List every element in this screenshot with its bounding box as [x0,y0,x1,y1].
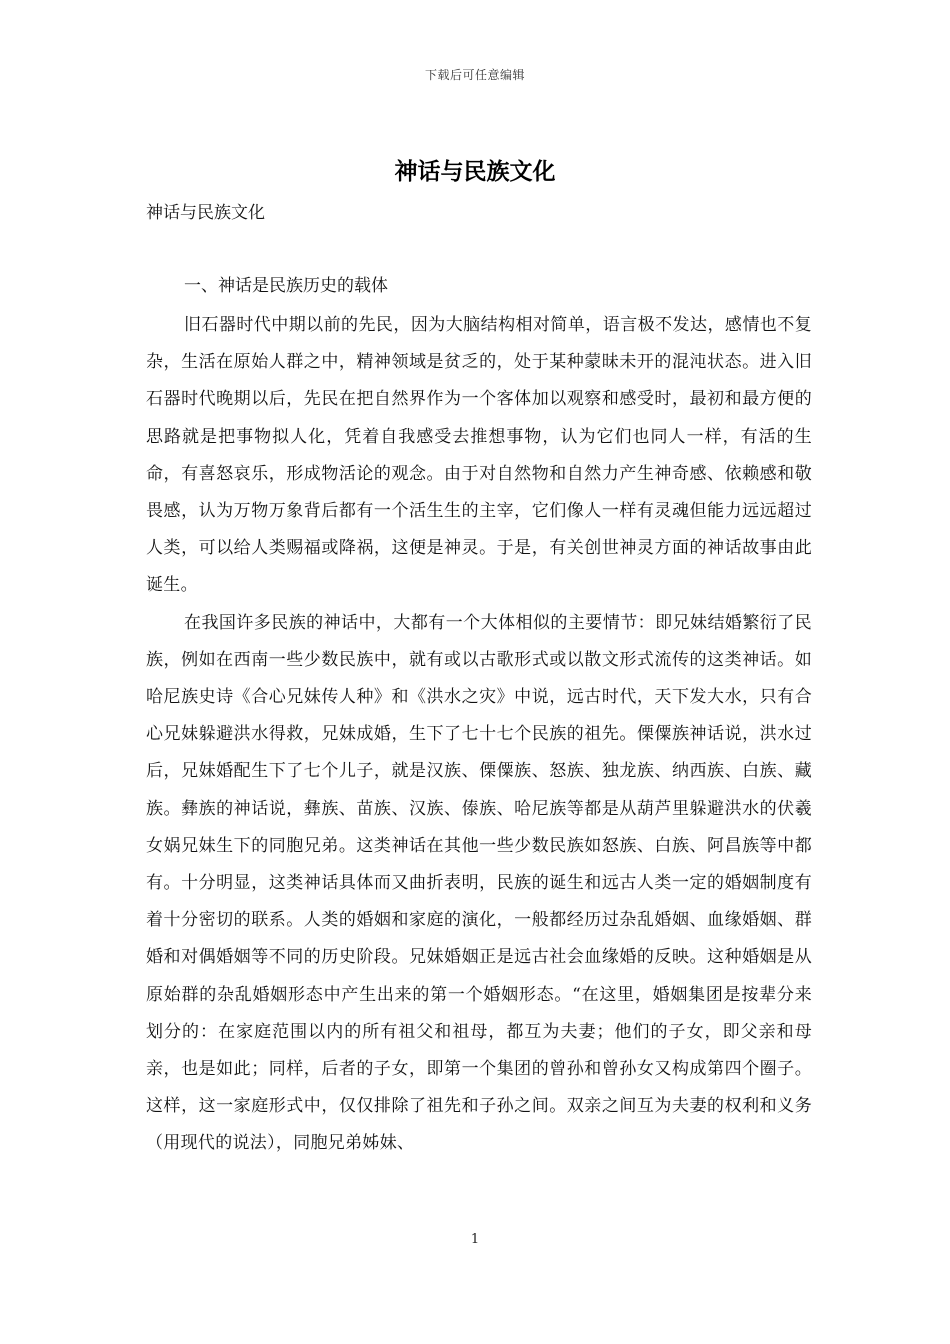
paragraph: 在我国许多民族的神话中，大都有一个大体相似的主要情节：即兄妹结婚繁衍了民族，例如在西南一些少数民族中，就有或以古歌形式或以散文形式流传的这类神话。如哈尼族史诗《合心兄妹传人种》和《洪水之灾》中说，远古时代，天下发大水，只有合心兄妹躲避洪水得救，兄妹成婚，生下了七十七个民族的祖先。傈僳族神话说，洪水过后，兄妹婚配生下了七个儿子，就是汉族、傈僳族、怒族、独龙族、纳西族、白族、藏族。彝族的神话说，彝族、苗族、汉族、傣族、哈尼族等都是从葫芦里躲避洪水的伏羲女娲兄妹生下的同胞兄弟。这类神话在其他一些少数民族如怒族、白族、阿昌族等中都有。十分明显，这类神话具体而又曲折表明，民族的诞生和远古人类一定的婚姻制度有着十分密切的联系。人类的婚姻和家庭的演化，一般都经历过杂乱婚姻、血缘婚姻、群婚和对偶婚姻等不同的历史阶段。兄妹婚姻正是远古社会血缘婚的反映。这种婚姻是从原始群的杂乱婚姻形态中产生出来的第一个婚姻形态。“在这里，婚姻集团是按辈分来划分的：在家庭范围以内的所有祖父和祖母，都互为夫妻；他们的子女，即父亲和母亲，也是如此；同样，后者的子女，即第一个集团的曾孙和曾孙女又构成第四个圈子。这样，这一家庭形式中，仅仅排除了祖先和子孙之间。双亲之间互为夫妻的权利和义务（用现代的说法），同胞兄弟姊妹、 [146,612,812,1154]
body-text [146,307,812,1163]
document-title: 神话与民族文化 [394,158,556,185]
header-note: 下载后可任意编辑 [424,68,525,82]
section-heading: 一、神话是民族历史的载体 [184,276,388,296]
paragraph: 旧石器时代中期以前的先民，因为大脑结构相对简单，语言极不发达，感情也不复杂，生活在原始人群之中，精神领域是贫乏的，处于某种蒙昧未开的混沌状态。进入旧石器时代晚期以后，先民在把自然界作为一个客体加以观察和感受时，最初和最方便的思路就是把事物拟人化，凭着自我感受去推想事物，认为它们也同人一样，有活的生命，有喜怒哀乐，形成物活论的观念。由于对自然物和自然力产生神奇感、依赖感和敬畏感，认为万物万象背后都有一个活生生的主宰，它们像人一样有灵魂但能力远远超过人类，可以给人类赐福或降祸，这便是神灵。于是，有关创世神灵方面的神话故事由此诞生。 [146,315,812,596]
page-number: 1 [470,1232,480,1247]
document-subtitle: 神话与民族文化 [146,203,265,223]
